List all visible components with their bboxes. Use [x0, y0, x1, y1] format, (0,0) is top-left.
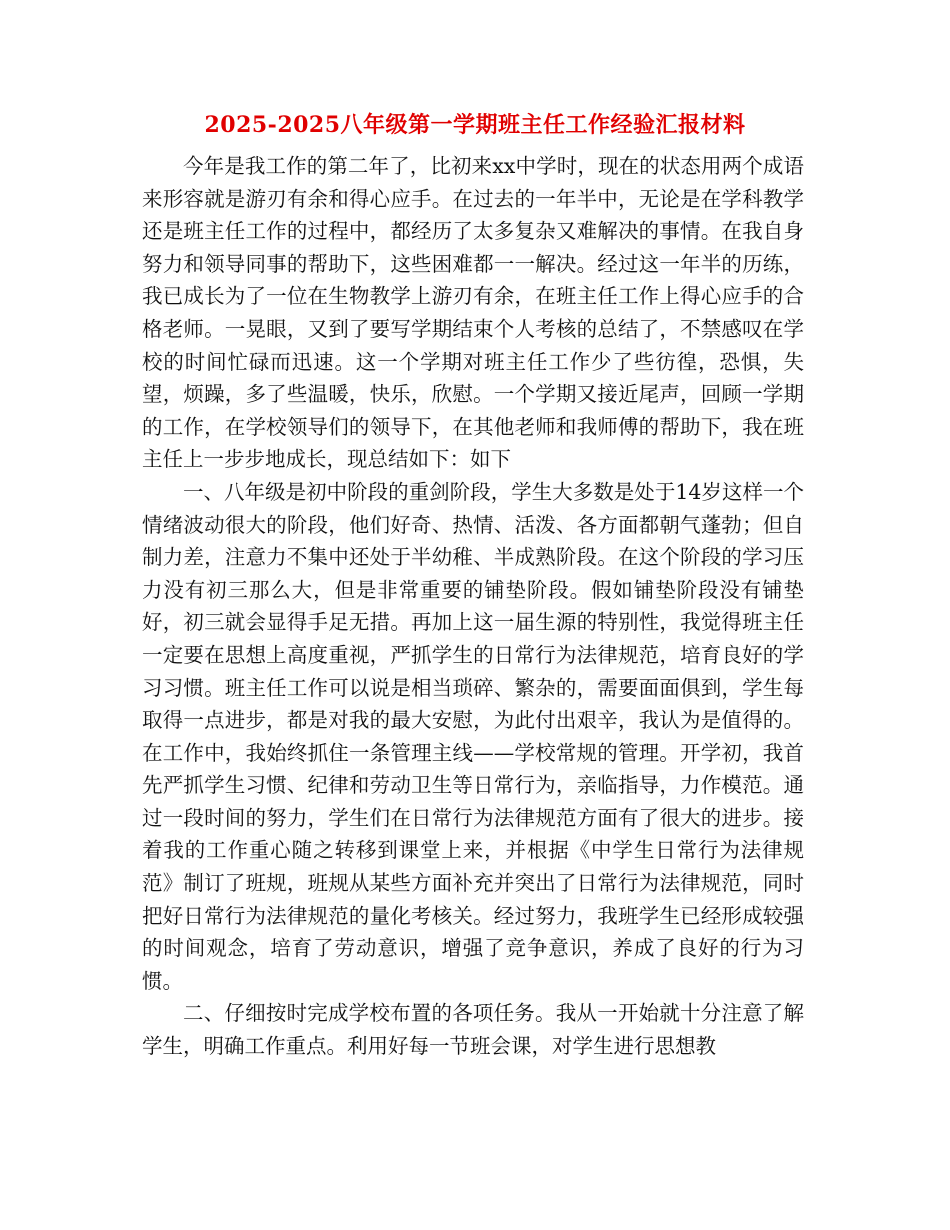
document-body: [142, 150, 804, 1063]
document-title: 2025-2025八年级第一学期班主任工作经验汇报材料: [204, 112, 746, 138]
paragraph-section-one: 一、八年级是初中阶段的重剑阶段，学生大多数是处于14岁这样一个情绪波动很大的阶段，他们好奇、热情、活泼、各方面都朝气蓬勃；但自制力差，注意力不集中还处于半幼稚、半成熟阶段。在这个阶段的学习压力没有初三那么大，但是非常重要的铺垫阶段。假如铺垫阶段没有铺垫好，初三就会显得手足无措。再加上这一届生源的特别性，我觉得班主任一定要在思想上高度重视，严抓学生的日常行为法律规范，培育良好的学习习惯。班主任工作可以说是相当琐碎、繁杂的，需要面面俱到，学生每取得一点进步，都是对我的最大安慰，为此付出艰辛，我认为是值得的。在工作中，我始终抓住一条管理主线——学校常规的管理。开学初，我首先严抓学生习惯、纪律和劳动卫生等日常行为，亲临指导，力作模范。通过一段时间的努力，学生们在日常行为法律规范方面有了很大的进步。接着我的工作重心随之转移到课堂上来，并根据《中学生日常行为法律规范》制订了班规，班规从某些方面补充并突出了日常行为法律规范，同时把好日常行为法律规范的量化考核关。经过努力，我班学生已经形成较强的时间观念，培育了劳动意识，增强了竞争意识，养成了良好的行为习惯。: [142, 479, 804, 993]
paragraph-section-two: 二、仔细按时完成学校布置的各项任务。我从一开始就十分注意了解学生，明确工作重点。利用好每一节班会课，对学生进行思想教: [142, 1001, 804, 1059]
paragraph-intro: 今年是我工作的第二年了，比初来xx中学时，现在的状态用两个成语来形容就是游刃有余和得心应手。在过去的一年半中，无论是在学科教学还是班主任工作的过程中，都经历了太多复杂又难解决的事情。在我自身努力和领导同事的帮助下，这些困难都一一解决。经过这一年半的历练，我已成长为了一位在生物教学上游刃有余，在班主任工作上得心应手的合格老师。一晃眼，又到了要写学期结束个人考核的总结了，不禁感叹在学校的时间忙碌而迅速。这一个学期对班主任工作少了些彷徨，恐惧，失望，烦躁，多了些温暖，快乐，欣慰。一个学期又接近尾声，回顾一学期的工作，在学校领导们的领导下，在其他老师和我师傅的帮助下，我在班主任上一步步地成长，现总结如下：如下: [142, 154, 804, 472]
